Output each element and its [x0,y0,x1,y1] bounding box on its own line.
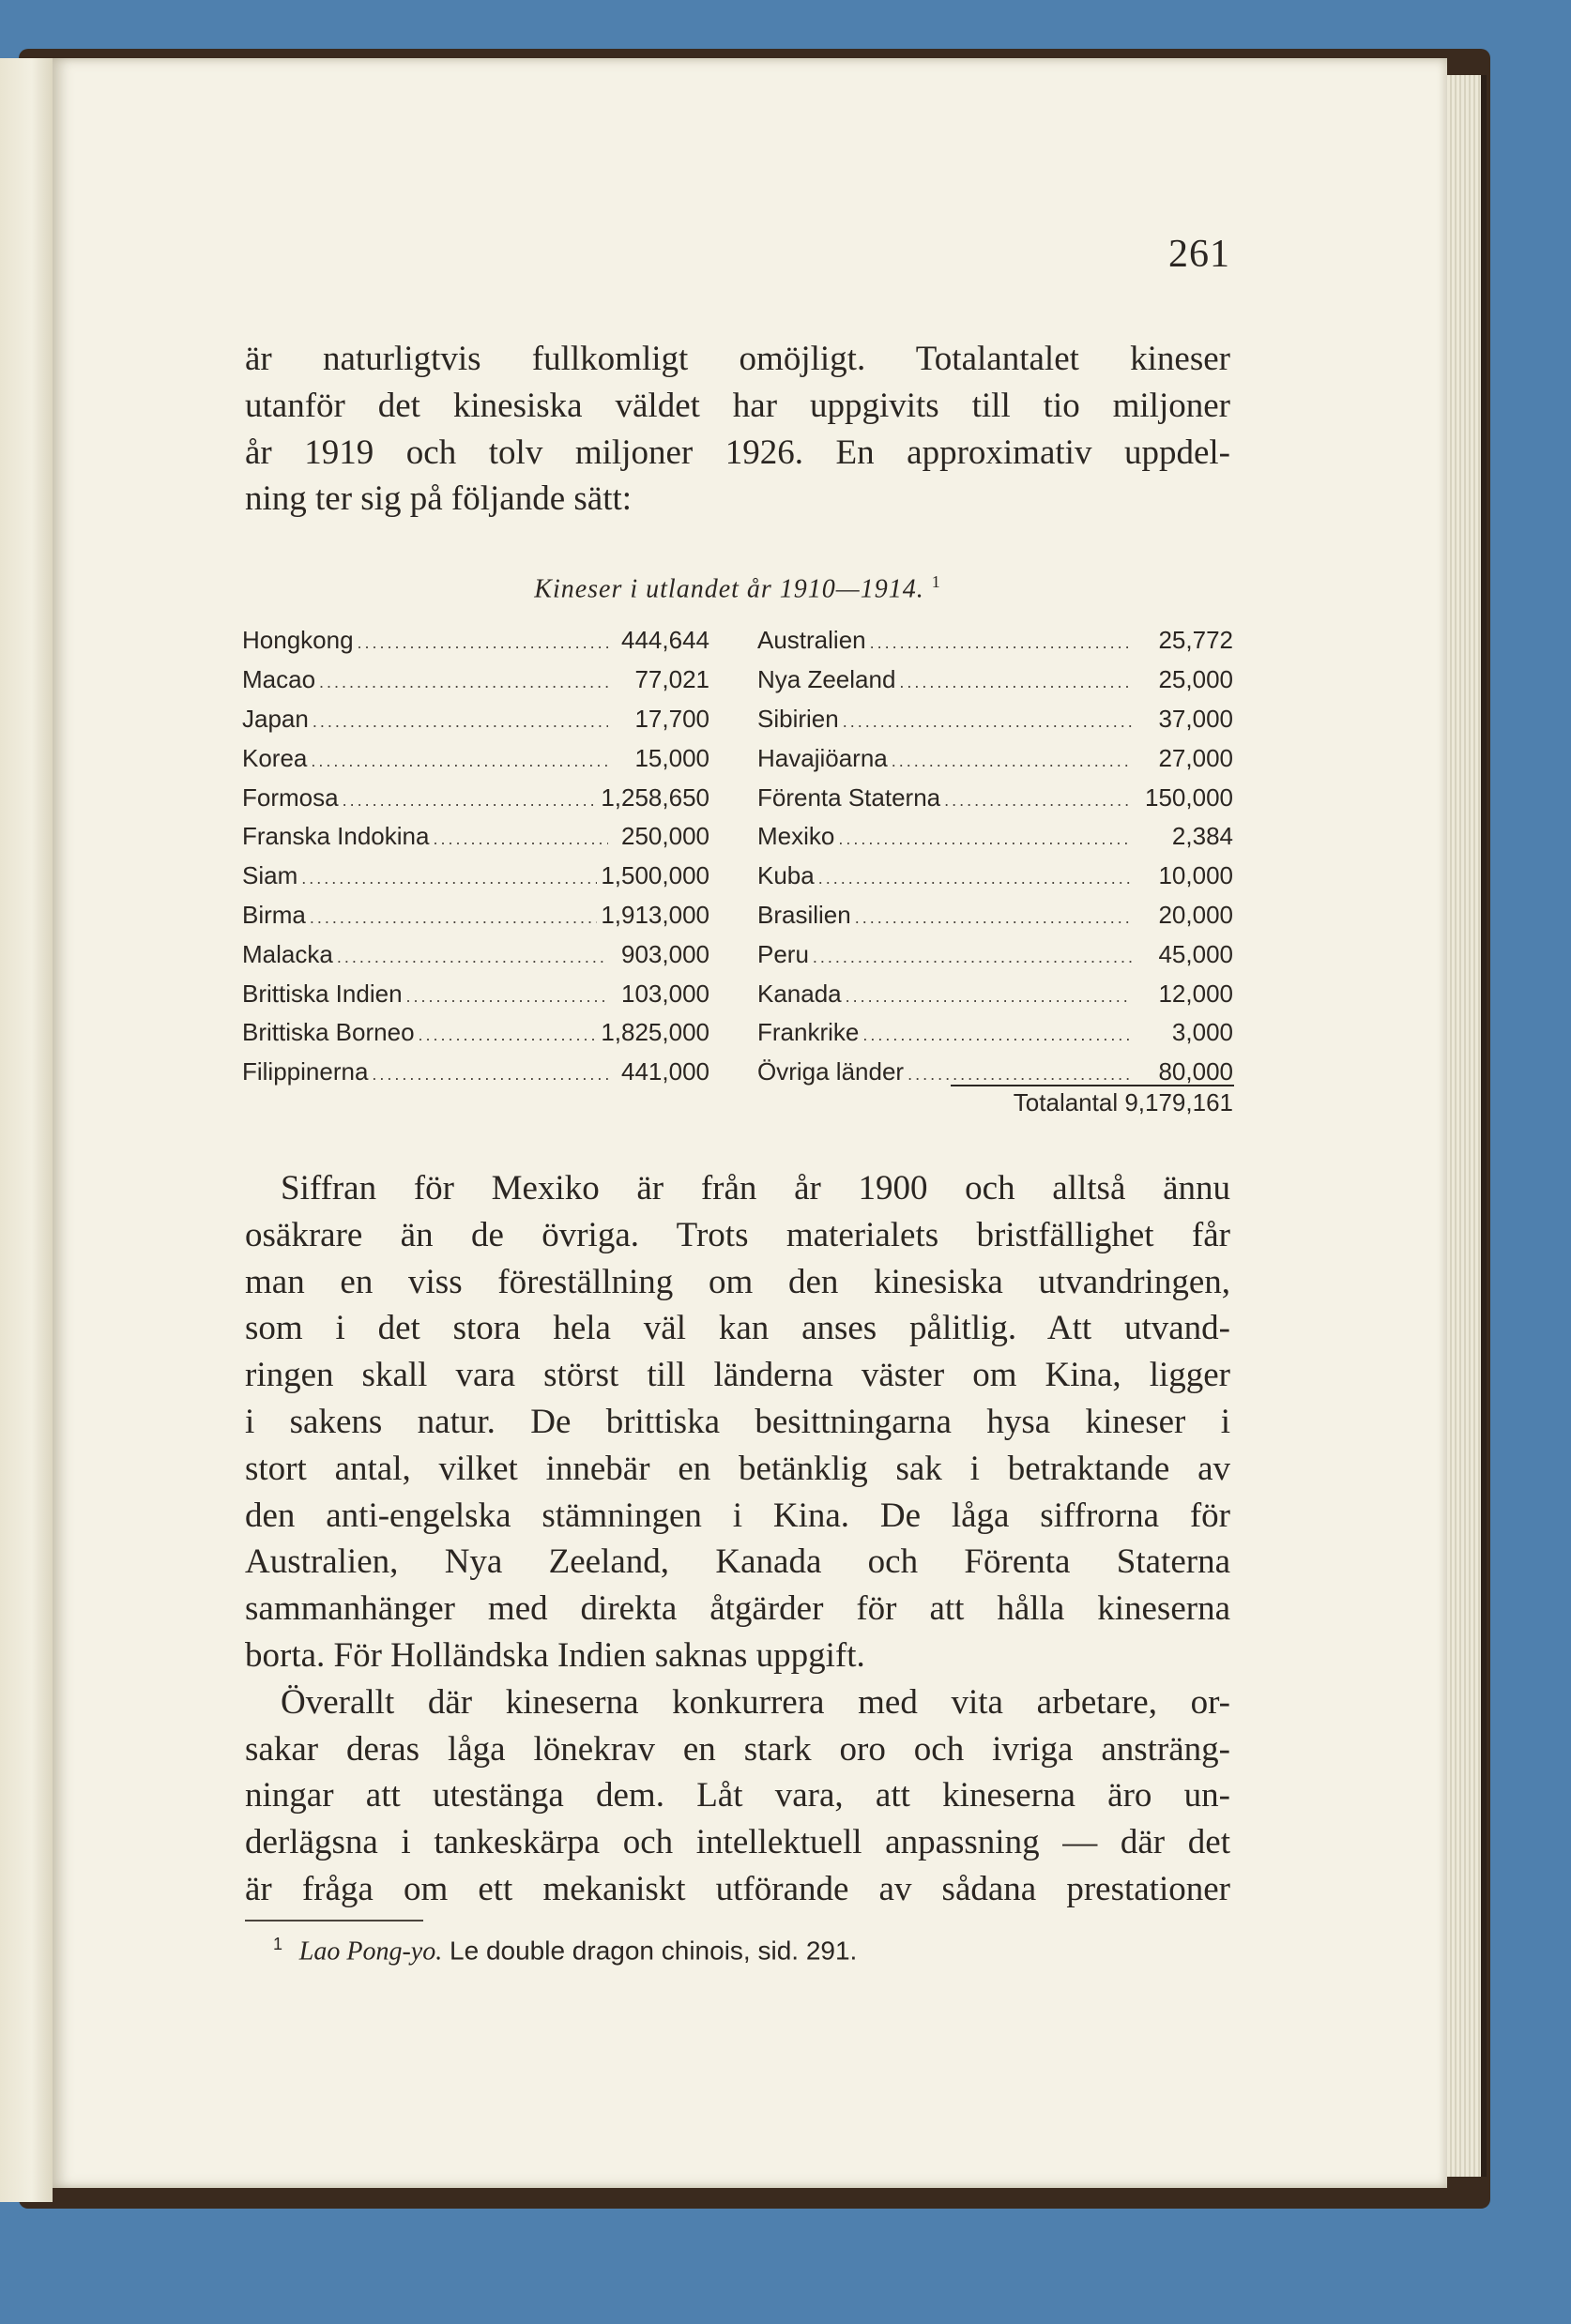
country-name: Japan [242,704,309,733]
table-cell-right [757,901,1233,930]
population-value: 444,644 [621,626,709,655]
dot-leader [855,908,1132,928]
table-cell-left [242,705,709,734]
dot-leader [813,948,1132,967]
footnote-reference: 1 [931,572,941,591]
population-value: 10,000 [1158,861,1233,890]
population-value: 250,000 [621,822,709,851]
country-name: Nya Zeeland [757,665,896,694]
table-row [242,974,1233,1013]
dot-leader [419,1025,598,1045]
book-page [53,58,1447,2188]
table-cell-right [757,626,1233,655]
dot-leader [846,987,1132,1007]
table-cell-right [757,705,1233,734]
population-value: 903,000 [621,939,709,968]
table-cell-right [757,861,1233,890]
population-value: 150,000 [1145,782,1233,812]
text-line: ningar att utestänga dem. Låt vara, att kineserna äro un- [245,1776,1230,1815]
intro-paragraph [245,336,1230,523]
dot-leader [892,752,1132,771]
table-cell-left [242,901,709,930]
country-name: Formosa [242,782,339,812]
country-name: Australien [757,626,866,655]
population-value: 45,000 [1158,939,1233,968]
footnote-author: Lao Pong-yo. [298,1937,443,1967]
dot-leader [818,869,1132,889]
text-line: ringen skall vara störst till länderna väster om Kina, ligger [245,1356,1230,1395]
country-name: Macao [242,665,316,694]
dot-leader [862,1025,1132,1045]
dot-leader [310,908,597,928]
text-line: Överallt där kineserna konkurrera med vita arbetare, or- [281,1682,1230,1722]
text-line: sammanhänger med direkta åtgärder för att hålla kineserna [245,1589,1230,1629]
table-cell-left [242,783,709,813]
table-row [242,857,1233,896]
dot-leader [899,673,1132,692]
table-cell-right [757,665,1233,694]
text-line: stort antal, vilket innebär en betänklig sak i betraktande av [245,1449,1230,1488]
country-name: Siam [242,861,298,890]
country-name: Brasilien [757,900,851,929]
table-cell-left [242,744,709,773]
population-value: 77,021 [634,665,709,694]
table-cell-right [757,1018,1233,1047]
dot-leader [343,791,598,811]
population-value: 1,825,000 [601,1018,709,1047]
dot-leader [358,633,608,653]
country-name: Mexiko [757,822,835,851]
dot-leader [319,673,608,692]
table-cell-left [242,665,709,694]
table-row [242,700,1233,739]
population-table [242,621,1233,1092]
table-cell-left [242,940,709,969]
dot-leader [311,752,608,771]
population-value: 20,000 [1158,900,1233,929]
dot-leader [301,869,597,889]
table-cell-right [757,940,1233,969]
country-name: Brittiska Indien [242,979,403,1008]
footnote-marker: 1 [273,1935,283,1953]
table-cell-left [242,822,709,851]
population-value: 12,000 [1158,979,1233,1008]
total-rule [951,1085,1234,1086]
country-name: Övriga länder [757,1057,905,1086]
country-name: Brittiska Borneo [242,1018,415,1047]
dot-leader [372,1065,608,1085]
footnote [273,1935,857,1967]
text-line: derlägsna i tankeskärpa och intellektuell anpassning — där det [245,1823,1230,1862]
table-cell-left [242,861,709,890]
population-value: 25,772 [1158,626,1233,655]
dot-leader [908,1065,1132,1085]
table-row [242,738,1233,778]
dot-leader [337,948,608,967]
text-line: sakar deras låga lönekrav en stark oro och ivriga ansträng- [245,1729,1230,1769]
country-name: Korea [242,743,308,772]
table-total: Totalantal 9,179,161 [1013,1088,1233,1116]
population-value: 441,000 [621,1057,709,1086]
table-caption-text: Kineser i utlandet år 1910—1914. [534,574,924,604]
country-name: Kanada [757,979,842,1008]
table-cell-right [757,822,1233,851]
text-line: man en viss föreställning om den kinesiska utvandringen, [245,1262,1230,1301]
dot-leader [944,791,1132,811]
table-caption [245,572,1230,604]
table-row [242,934,1233,974]
dot-leader [433,829,608,849]
population-value: 1,258,650 [601,782,709,812]
dot-leader [313,712,608,732]
country-name: Sibirien [757,704,839,733]
table-cell-right [757,980,1233,1009]
population-value: 17,700 [634,704,709,733]
country-name: Kuba [757,861,815,890]
text-line: Siffran för Mexiko är från år 1900 och alltså ännu [281,1169,1230,1208]
country-name: Peru [757,939,809,968]
population-value: 103,000 [621,979,709,1008]
table-cell-left [242,1057,709,1086]
country-name: Birma [242,900,306,929]
text-line: år 1919 och tolv miljoner 1926. En approximativ uppdel- [245,433,1230,472]
table-row [242,778,1233,817]
page-number: 261 [1168,233,1230,276]
table-cell-right [757,783,1233,813]
table-row [242,817,1233,857]
left-page-edge [0,58,53,2202]
text-line: borta. För Holländska Indien saknas uppgift. [245,1635,865,1675]
country-name: Havajiöarna [757,743,888,772]
population-value: 15,000 [634,743,709,772]
text-line: som i det stora hela väl kan anses pålitlig. Att utvand- [245,1309,1230,1348]
table-cell-left [242,980,709,1009]
text-line: den anti-engelska stämningen i Kina. De låga siffrorna för [245,1496,1230,1535]
text-line: Australien, Nya Zeeland, Kanada och Förenta Staterna [245,1542,1230,1582]
dot-leader [870,633,1132,653]
country-name: Förenta Staterna [757,782,941,812]
table-cell-left [242,1018,709,1047]
dot-leader [843,712,1132,732]
country-name: Franska Indokina [242,822,430,851]
table-row [242,661,1233,700]
country-name: Malacka [242,939,333,968]
country-name: Filippinerna [242,1057,369,1086]
country-name: Hongkong [242,626,354,655]
table-cell-right [757,744,1233,773]
footnote-text: Le double dragon chinois, sid. 291. [450,1936,858,1966]
population-value: 80,000 [1158,1057,1233,1086]
population-value: 27,000 [1158,743,1233,772]
text-line: är fråga om ett mekaniskt utförande av sådana prestationer [245,1869,1230,1908]
table-row [242,1013,1233,1053]
table-cell-right [757,1057,1233,1086]
page-stack-edge [1447,75,1487,2177]
population-value: 25,000 [1158,665,1233,694]
dot-leader [406,987,608,1007]
text-line: är naturligtvis fullkomligt omöjligt. Totalantalet kineser [245,340,1230,378]
population-value: 3,000 [1171,1018,1233,1047]
text-line: osäkrare än de övriga. Trots materialets bristfällighet får [245,1215,1230,1254]
table-row [242,896,1233,935]
text-line: ning ter sig på följande sätt: [245,479,633,519]
text-line: i sakens natur. De brittiska besittningarna hysa kineser i [245,1402,1230,1441]
table-cell-left [242,626,709,655]
text-line: utanför det kinesiska väldet har uppgivits till tio miljoner [245,386,1230,425]
footnote-rule [245,1920,423,1921]
country-name: Frankrike [757,1018,860,1047]
table-row [242,621,1233,661]
population-value: 2,384 [1171,822,1233,851]
population-value: 1,913,000 [601,900,709,929]
population-value: 37,000 [1158,704,1233,733]
dot-leader [838,829,1132,849]
population-value: 1,500,000 [601,861,709,890]
body-text [245,1165,1230,1913]
